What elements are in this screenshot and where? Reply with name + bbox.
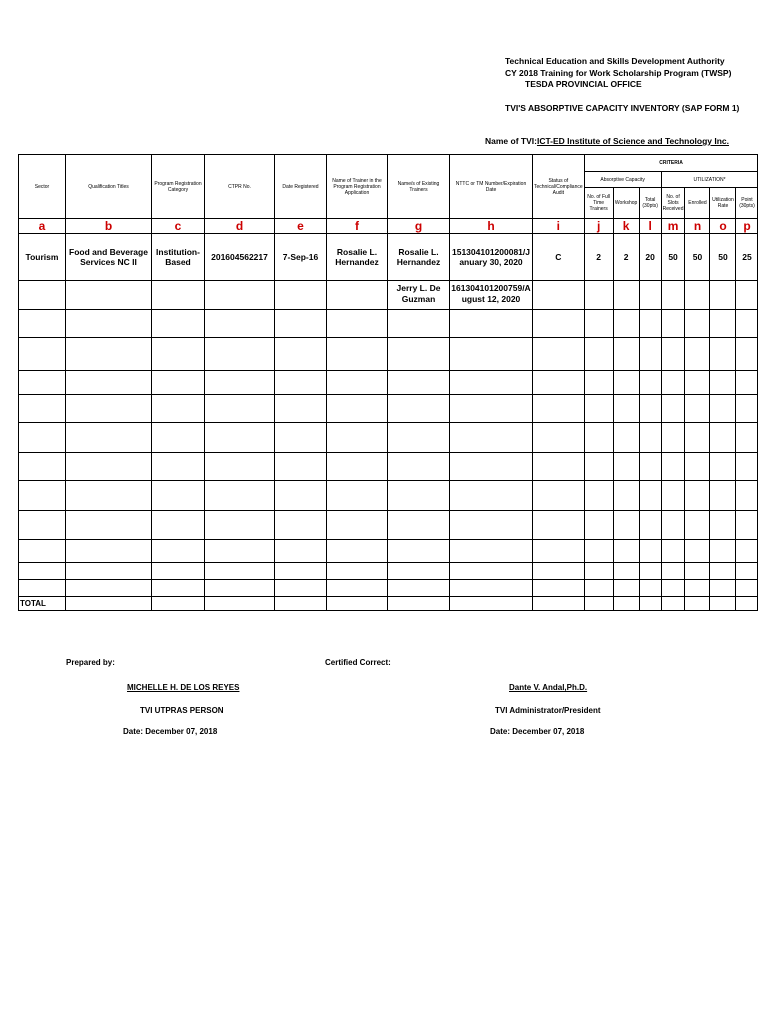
header-ctpr: CTPR No. bbox=[205, 155, 275, 219]
cell-nttc: 151304101200081/January 30, 2020 bbox=[450, 234, 533, 281]
header-utilization: UTILIZATION* bbox=[661, 172, 758, 188]
cell-total: 20 bbox=[639, 234, 661, 281]
column-letter: f bbox=[327, 219, 388, 234]
table-row bbox=[19, 511, 758, 540]
tvi-name-line bbox=[485, 136, 729, 146]
column-letter: l bbox=[639, 219, 661, 234]
header-existing-trainers: Name/s of Existing Trainers bbox=[388, 155, 450, 219]
cell-point: 25 bbox=[736, 234, 758, 281]
cell-full-time-trainers: 2 bbox=[584, 234, 613, 281]
table-row bbox=[19, 281, 758, 310]
cell-sector: Tourism bbox=[19, 234, 66, 281]
header-absorptive-capacity: Absorptive Capacity bbox=[584, 172, 661, 188]
table-row bbox=[19, 371, 758, 395]
header-date-registered: Date Registered bbox=[275, 155, 327, 219]
column-letter: i bbox=[533, 219, 585, 234]
column-letter: n bbox=[685, 219, 710, 234]
header-sector: Sector bbox=[19, 155, 66, 219]
cell-ctpr: 201604562217 bbox=[205, 234, 275, 281]
header-slots-received: No. of Slots Received bbox=[661, 188, 685, 219]
absorptive-capacity-table bbox=[18, 154, 758, 611]
table-row bbox=[19, 481, 758, 511]
certifier-name: Dante V. Andal,Ph.D. bbox=[509, 683, 588, 692]
header-status: Status of Technical/Compliance Audit bbox=[533, 155, 585, 219]
header-point: Point (30pts) bbox=[736, 188, 758, 219]
prepared-by-label: Prepared by: bbox=[66, 658, 115, 667]
table-row bbox=[19, 234, 758, 281]
cell-category: Institution-Based bbox=[152, 234, 205, 281]
header-nttc: NTTC or TM Number/Expiration Date bbox=[450, 155, 533, 219]
column-letter: g bbox=[388, 219, 450, 234]
cell-workshop: 2 bbox=[613, 234, 639, 281]
header-trainer-name: Name of Trainer in the Program Registration Application bbox=[327, 155, 388, 219]
agency-name: Technical Education and Skills Development Authority bbox=[505, 56, 725, 66]
column-letter: h bbox=[450, 219, 533, 234]
header-qualification: Qualification Titles bbox=[66, 155, 152, 219]
form-title: TVI'S ABSORPTIVE CAPACITY INVENTORY (SAP FORM 1) bbox=[505, 103, 740, 113]
preparer-role: TVI UTPRAS PERSON bbox=[140, 706, 224, 715]
header-criteria: CRITERIA bbox=[584, 155, 758, 172]
cell-date: 7-Sep-16 bbox=[275, 234, 327, 281]
table-row bbox=[19, 310, 758, 338]
table-row bbox=[19, 453, 758, 481]
preparer-name: MICHELLE H. DE LOS REYES bbox=[127, 683, 240, 692]
column-letter: m bbox=[661, 219, 685, 234]
cell-slots: 50 bbox=[661, 234, 685, 281]
office-name: TESDA PROVINCIAL OFFICE bbox=[525, 79, 642, 89]
column-letter: a bbox=[19, 219, 66, 234]
table-row bbox=[19, 395, 758, 423]
header-program-category: Program Registration Category bbox=[152, 155, 205, 219]
header-enrolled: Enrolled bbox=[685, 188, 710, 219]
cell-status: C bbox=[533, 234, 585, 281]
certified-correct-label: Certified Correct: bbox=[325, 658, 391, 667]
table-row bbox=[19, 338, 758, 371]
total-row bbox=[19, 597, 758, 611]
cell-nttc: 161304101200759/August 12, 2020 bbox=[450, 281, 533, 310]
certifier-role: TVI Administrator/President bbox=[495, 706, 601, 715]
cell-existing-trainer: Jerry L. De Guzman bbox=[388, 281, 450, 310]
column-letter: c bbox=[152, 219, 205, 234]
header-full-time-trainers: No. of Full Time Trainers bbox=[584, 188, 613, 219]
column-letter: p bbox=[736, 219, 758, 234]
table-row bbox=[19, 580, 758, 597]
column-letter: b bbox=[66, 219, 152, 234]
table-row bbox=[19, 563, 758, 580]
table-row bbox=[19, 540, 758, 563]
table-row bbox=[19, 423, 758, 453]
column-letter: k bbox=[613, 219, 639, 234]
cell-trainer: Rosalie L. Hernandez bbox=[327, 234, 388, 281]
header-workshop: Workshop bbox=[613, 188, 639, 219]
header-total-pts: Total (30pts) bbox=[639, 188, 661, 219]
cell-qualification: Food and Beverage Services NC II bbox=[66, 234, 152, 281]
cell-existing-trainer: Rosalie L. Hernandez bbox=[388, 234, 450, 281]
cell-enrolled: 50 bbox=[685, 234, 710, 281]
certifier-date: Date: December 07, 2018 bbox=[490, 727, 585, 736]
total-label: TOTAL bbox=[19, 597, 66, 611]
preparer-date: Date: December 07, 2018 bbox=[123, 727, 218, 736]
tvi-name-value: ICT-ED Institute of Science and Technology Inc. bbox=[536, 136, 730, 146]
column-letter: o bbox=[710, 219, 736, 234]
cell-rate: 50 bbox=[710, 234, 736, 281]
column-letter: j bbox=[584, 219, 613, 234]
column-letter: d bbox=[205, 219, 275, 234]
header-utilization-rate: Utilization Rate bbox=[710, 188, 736, 219]
column-letter: e bbox=[275, 219, 327, 234]
program-title: CY 2018 Training for Work Scholarship Program (TWSP) bbox=[505, 68, 732, 78]
tvi-name-label: Name of TVI: bbox=[485, 136, 537, 146]
